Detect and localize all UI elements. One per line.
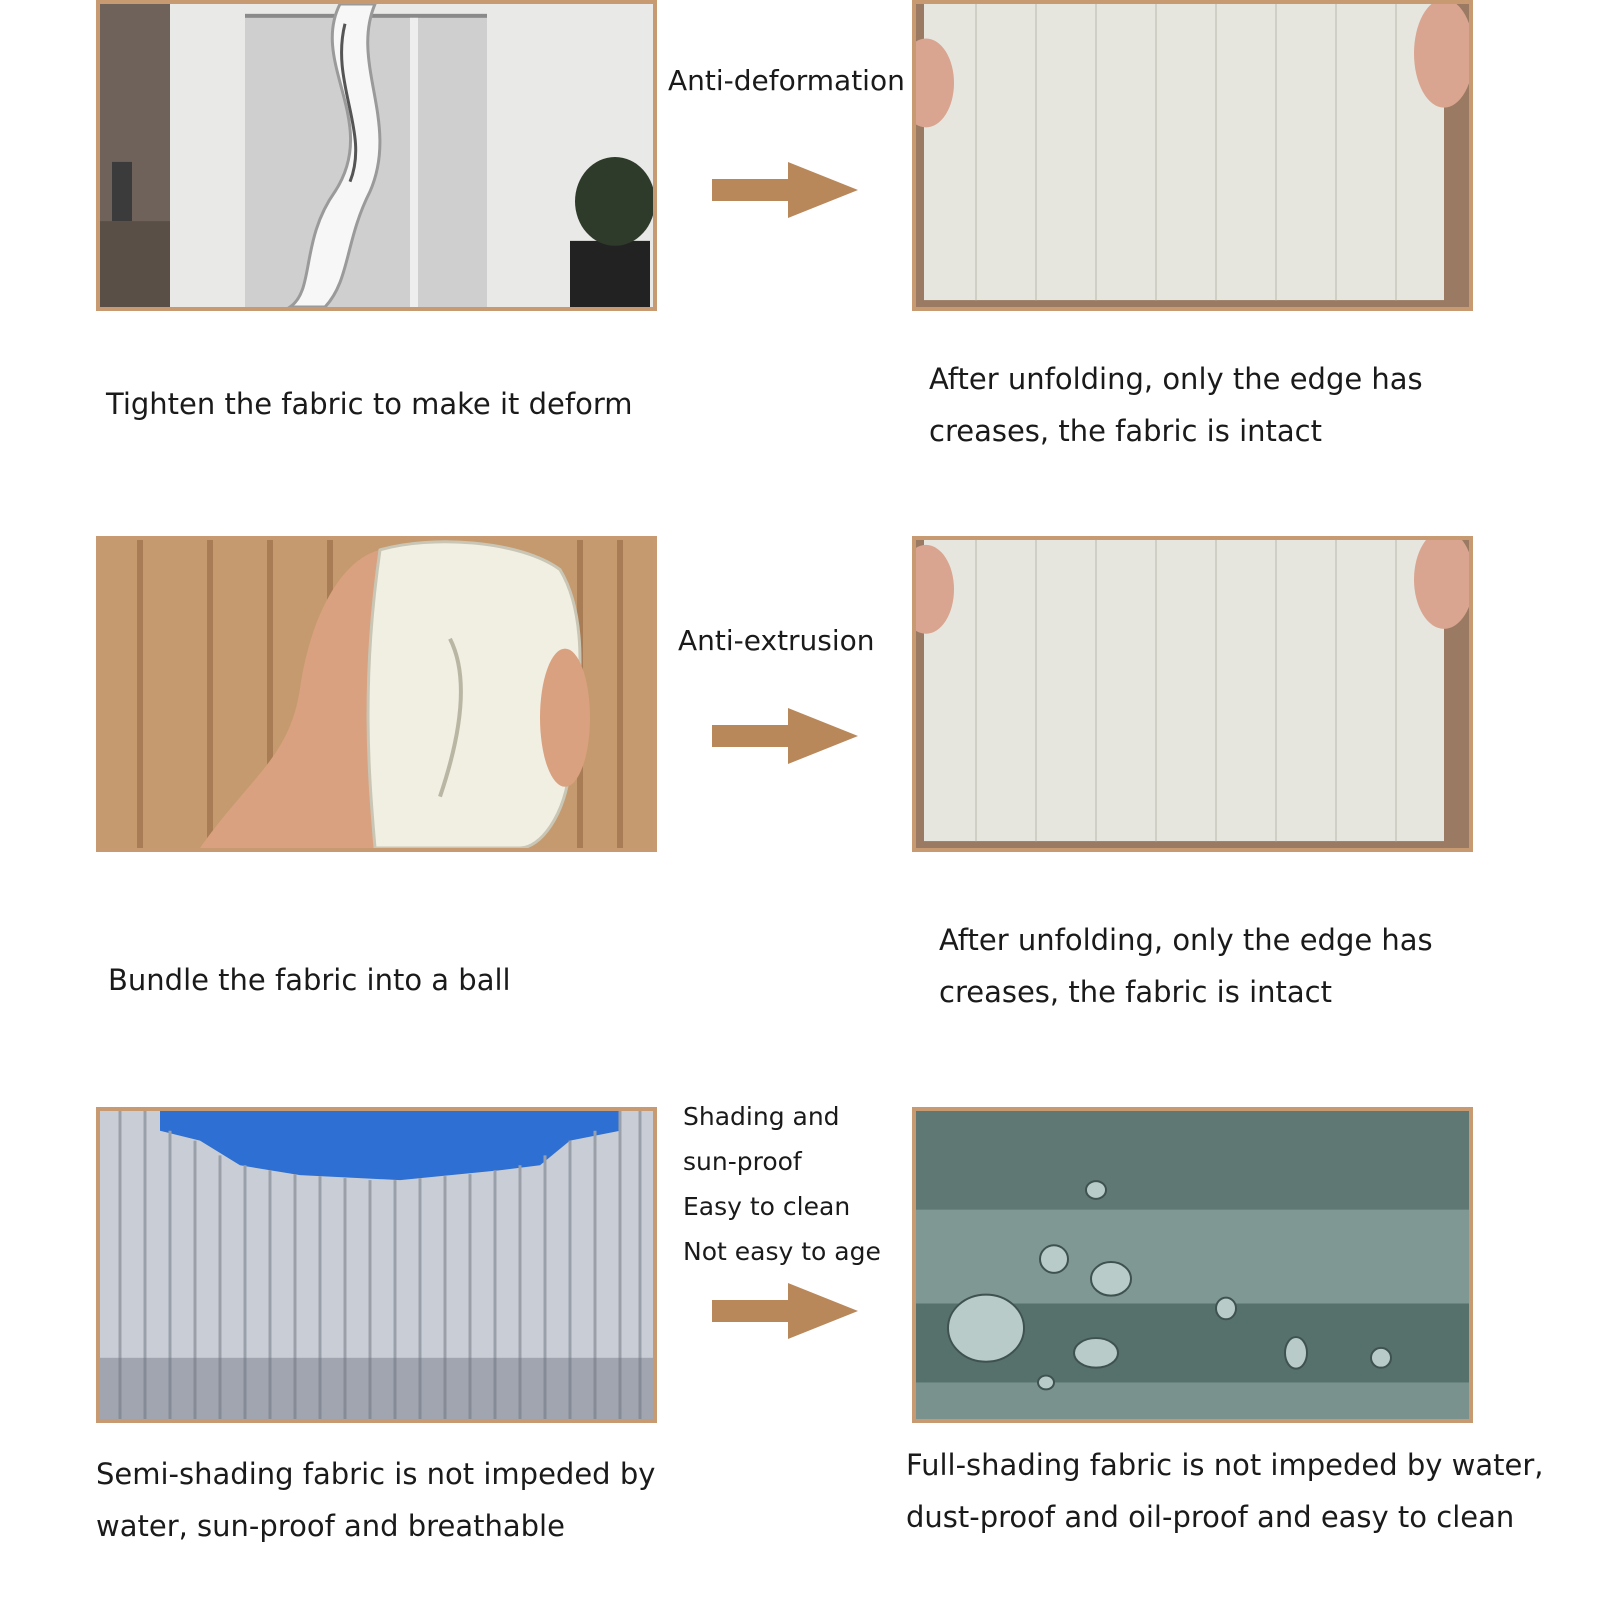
right-caption-row-3-line-2: dust-proof and oil-proof and easy to clean	[906, 1500, 1515, 1534]
left-caption-row-2: Bundle the fabric into a ball	[108, 963, 511, 997]
right-arrow-icon	[712, 708, 858, 764]
crumpled-fabric-photo	[96, 536, 657, 852]
left-caption-row-1: Tighten the fabric to make it deform	[106, 387, 633, 421]
pleated-semi-shading-fabric-photo	[96, 1107, 657, 1423]
feature-line-easy-to-clean: Easy to clean	[683, 1192, 851, 1221]
right-caption-row-1-line-2: creases, the fabric is intact	[929, 414, 1322, 448]
right-arrow-icon	[712, 1283, 858, 1339]
left-caption-row-3-line-2: water, sun-proof and breathable	[96, 1509, 565, 1543]
twisted-fabric-photo	[96, 0, 657, 311]
left-caption-row-3-line-1: Semi-shading fabric is not impeded by	[96, 1457, 656, 1491]
right-caption-row-2-line-1: After unfolding, only the edge has	[939, 923, 1433, 957]
right-arrow-icon	[712, 162, 858, 218]
right-caption-row-1-line-1: After unfolding, only the edge has	[929, 362, 1423, 396]
feature-line-sun-proof: sun-proof	[683, 1147, 802, 1176]
feature-line-not-easy-to-age: Not easy to age	[683, 1237, 881, 1266]
feature-label-anti-deformation: Anti-deformation	[668, 64, 905, 97]
right-caption-row-2-line-2: creases, the fabric is intact	[939, 975, 1332, 1009]
feature-line-shading: Shading and	[683, 1102, 840, 1131]
unfolded-fabric-photo	[912, 0, 1473, 311]
unfolded-fabric-photo	[912, 536, 1473, 852]
feature-label-anti-extrusion: Anti-extrusion	[678, 624, 875, 657]
water-droplets-on-fabric-photo	[912, 1107, 1473, 1423]
right-caption-row-3-line-1: Full-shading fabric is not impeded by water,	[906, 1448, 1544, 1482]
